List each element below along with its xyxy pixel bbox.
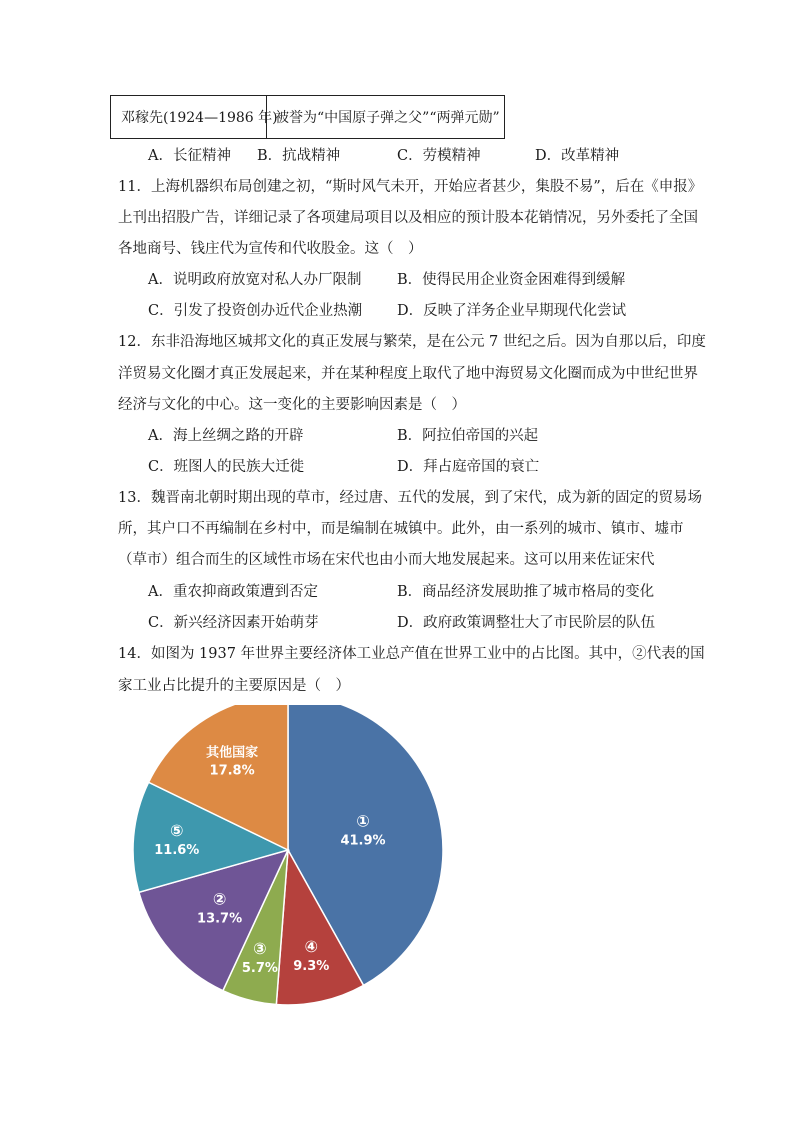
option-d: D．反映了洋务企业早期现代化尝试 [397,303,627,319]
question-text-line: 12．东非沿海地区城邦文化的真正发展与繁荣，是在公元 7 世纪之后。因为自那以后，印度 [118,334,706,350]
slice-value-label: 13.7% [197,911,243,927]
option-b: B．商品经济发展助推了城市格局的变化 [397,584,655,600]
option-b: B．使得民用企业资金困难得到缓解 [397,272,626,288]
question-text-line: 13．魏晋南北朝时期出现的草市，经过唐、五代的发展，到了宋代，成为新的固定的贸易场 [118,490,702,506]
option-c: C．班图人的民族大迁徙 [148,459,305,475]
option-c: C．引发了投资创办近代企业热潮 [148,303,363,319]
option-d: D．改革精神 [535,148,620,164]
slice-value-label: 17.8% [209,763,255,779]
slice-value-label: 9.3% [293,959,330,974]
question-text-line: 各地商号、钱庄代为宣传和代收股金。这（ ） [118,241,423,257]
question-text-line: 14．如图为 1937 年世界主要经济体工业总产值在世界工业中的占比图。其中，②代表的国 [118,646,705,662]
slice-value-label: 11.6% [154,843,200,859]
option-a: A．长征精神 [148,148,231,164]
question-text-line: 所，其户口不再编制在乡村中，而是编制在城镇中。此外，由一系列的城市、镇市、墟市 [118,521,684,537]
slice-value-label: 5.7% [241,961,278,976]
info-table [110,95,505,139]
slice-label: ③ [253,939,267,958]
option-a: A．重农抑商政策遭到否定 [148,584,318,600]
option-d: D．拜占庭帝国的衰亡 [397,459,540,475]
slice-label: 其他国家 [206,745,259,761]
table-cell-description: 被誉为“中国原子弹之父”“两弹元勋” [275,110,500,126]
option-c: C．劳模精神 [397,148,481,164]
option-b: B．抗战精神 [257,148,341,164]
slice-value-label: 41.9% [340,833,386,849]
table-cell-person: 邓稼先(1924—1986 年) [111,96,267,138]
pie-chart [125,705,455,1005]
option-a: A．说明政府放宽对私人办厂限制 [148,272,362,288]
question-text-line: 上刊出招股广告，详细记录了各项建局项目以及相应的预计股本花销情况，另外委托了全国 [118,210,698,226]
question-text-line: 家工业占比提升的主要原因是（ ） [118,678,350,694]
option-a: A．海上丝绸之路的开辟 [148,428,304,444]
option-d: D．政府政策调整壮大了市民阶层的队伍 [397,615,656,631]
question-text-line: 洋贸易文化圈才真正发展起来，并在某种程度上取代了地中海贸易文化圈而成为中世纪世界 [118,366,698,382]
slice-label: ④ [304,937,319,956]
slice-label: ⑤ [170,821,184,841]
question-text-line: 经济与文化的中心。这一变化的主要影响因素是（ ） [118,397,466,413]
option-c: C．新兴经济因素开始萌芽 [148,615,319,631]
slice-label: ① [356,811,370,831]
question-text-line: 11．上海机器织布局创建之初，“斯时风气未开，开始应者甚少，集股不易”，后在《申报》 [118,179,703,195]
slice-label: ② [212,889,227,909]
option-b: B．阿拉伯帝国的兴起 [397,428,539,444]
question-text-line: （草市）组合而生的区域性市场在宋代也由小而大地发展起来。这可以用来佐证宋代 [118,552,655,568]
